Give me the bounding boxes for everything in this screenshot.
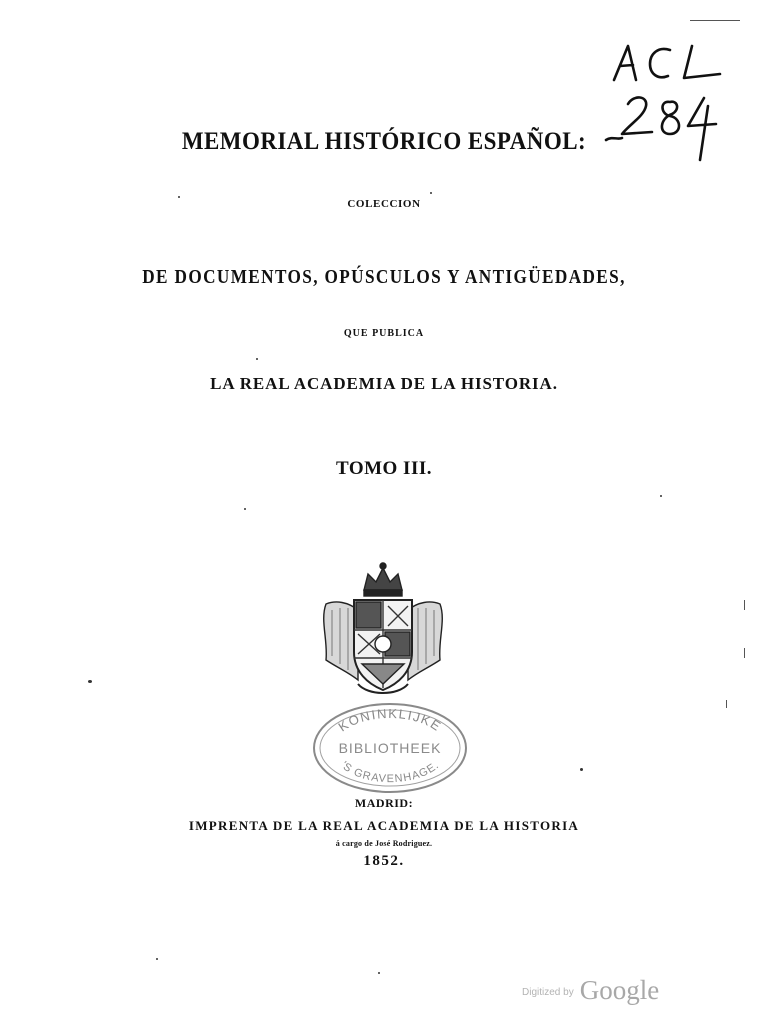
digitized-footer (522, 975, 692, 1015)
scan-speck (660, 495, 662, 497)
coat-of-arms-icon (318, 560, 448, 700)
scan-edge-mark (744, 600, 745, 610)
scan-speck (88, 680, 92, 683)
scan-speck (580, 768, 583, 771)
scan-edge-mark (690, 20, 740, 21)
svg-text:KONINKLIJKE: KONINKLIJKE (335, 705, 445, 735)
scan-edge-mark (726, 700, 727, 708)
digitized-by-label: Digitized by (522, 987, 574, 998)
imprint-city: MADRID: (354, 796, 414, 810)
publisher-intro: QUE PUBLICA (343, 328, 425, 339)
book-title: MEMORIAL HISTÓRICO ESPAÑOL: (181, 128, 587, 155)
publisher-name: LA REAL ACADEMIA DE LA HISTORIA. (210, 374, 558, 393)
scan-edge-mark (744, 648, 745, 658)
imprint-in-charge: á cargo de José Rodriguez. (335, 839, 433, 848)
library-stamp (310, 700, 470, 796)
scan-speck (178, 196, 180, 198)
scan-speck (378, 972, 380, 974)
imprint-year: 1852. (363, 853, 405, 869)
svg-text:'S GRAVENHAGE.: 'S GRAVENHAGE. (338, 759, 442, 786)
scan-speck (430, 192, 432, 194)
scan-speck (244, 508, 246, 510)
scan-speck (256, 358, 258, 360)
volume-number: TOMO III. (335, 458, 432, 479)
google-logo: Google (579, 975, 660, 1005)
scan-speck (156, 958, 158, 960)
library-stamp-drawing (310, 700, 470, 796)
subtitle-documentos: DE DOCUMENTOS, OPÚSCULOS Y ANTIGÜEDADES, (142, 266, 626, 288)
subtitle-coleccion: COLECCION (347, 198, 421, 210)
svg-text:BIBLIOTHEEK: BIBLIOTHEEK (338, 740, 442, 756)
imprint-printer: IMPRENTA DE LA REAL ACADEMIA DE LA HISTORIA (188, 818, 580, 833)
